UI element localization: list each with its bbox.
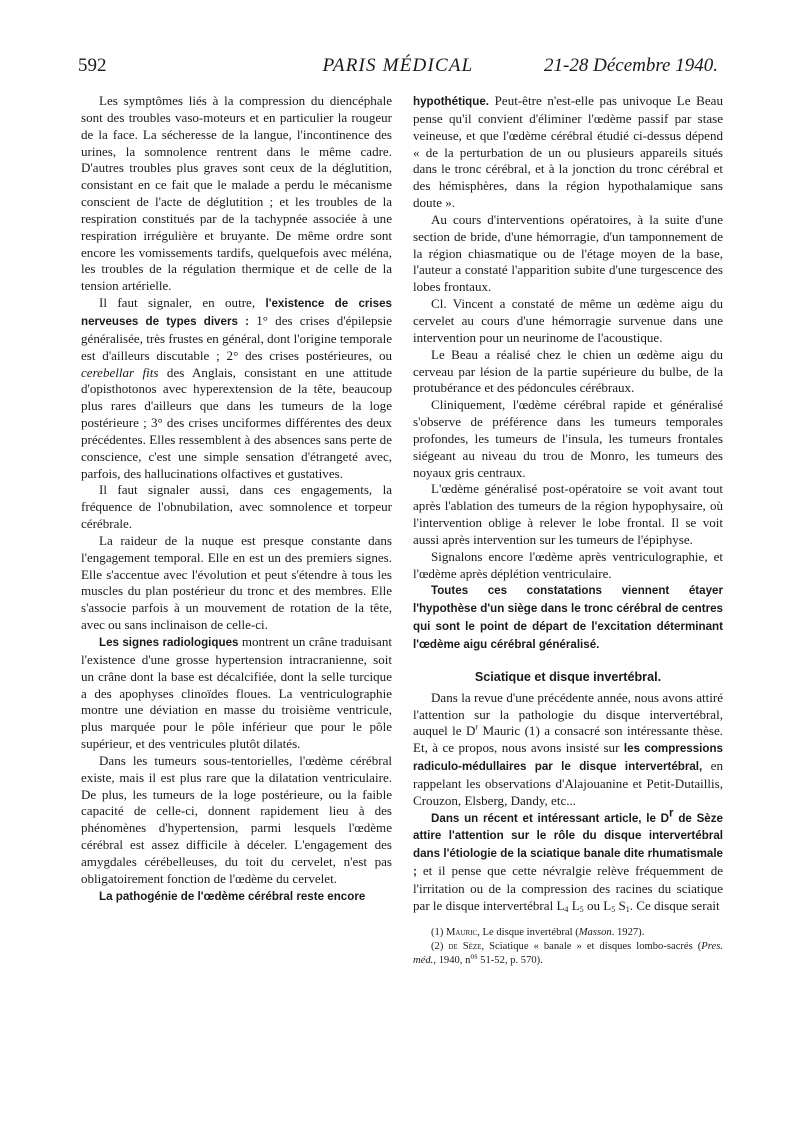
footnote: (1) Mauric, Le disque invertébral (Masson. 1927). — [431, 926, 645, 938]
paragraph: Cliniquement, l'œdème cérébral rapide et généralisé s'observe de préférence dans les tumeurs temporales profondes, les tumeurs de l'insula, les tumeurs frontales siégeant au niveau du trou de Monro, les tumeurs des noyaux gris centraux. — [413, 397, 723, 480]
footnotes — [413, 926, 723, 968]
bold-phrase: La pathogénie de l'œdème cérébral reste encore — [99, 889, 366, 903]
running-header — [78, 55, 718, 85]
paragraph: Il faut signaler aussi, dans ces engagements, la fréquence de l'obnubilation, avec somnolence et torpeur cérébrale. — [81, 482, 392, 532]
paragraph: Les symptômes liés à la compression du diencéphale sont des troubles vaso-moteurs et en particulier la rougeur de la face. La sécheresse de la langue, l'incontinence des urines, la somnolence rentrent dans le même cadre. D'autres troubles plus graves sont ceux de la déglutition, consistant en ce fait que le malade a perdu le mécanisme conscient de l'acte de déglutition ; et les troubles de la respiration constitués par de la tachypnée associée à une respiration irrégulière et bruyante. De même ordre sont encore les vomissements tardifs, quelquefois avec méléna, les troubles de la régulation thermique et de celle de la tension artérielle. — [81, 93, 392, 294]
footnote: (2) de Sèze, Sciatique « banale » et disques lombo-sacrés (Pres. méd., 1940, $n^{os}$ 51-52, p. 570). — [413, 940, 723, 966]
paragraph: Les signes radiologiques montrent un crâne traduisant l'existence d'une grosse hypertension intracranienne, soit un crâne dont la base est décalcifiée, dont la selle turcique a des apophyses clinoïdes floues. La ventriculographie montre une déviation en masse du troisième ventricule, plus marquée pour le pôle inférieur que pour le pôle supérieur, et des ventricules plutôt dilatés. — [81, 634, 392, 752]
bold-phrase: les compressions radiculo-médullaires par le disque intervertébral, — [413, 742, 723, 774]
bold-phrase: l'existence de crises nerveuses de types divers : — [81, 297, 392, 328]
journal-title: PARIS MÉDICAL — [322, 55, 474, 76]
issue-date: 21-28 Décembre 1940. — [544, 55, 718, 76]
right-column — [413, 93, 723, 968]
paragraph: L'œdème généralisé post-opératoire se voit avant tout après l'ablation des tumeurs de la région hypophysaire, où l'intervention oblige à relever le lobe frontal. Il se voit aussi après intervention sur les tumeurs de l'épiphyse. — [413, 481, 723, 547]
section-heading: Sciatique et disque invertébral. — [474, 669, 662, 684]
paragraph: Au cours d'interventions opératoires, à la suite d'une section de bride, d'une hémorragie, d'un tamponnement de la région chiasmatique ou de l'étage moyen de la base, l'auteur a constaté l'apparition subite d'une turgescence des lobes frontaux. — [413, 211, 723, 295]
paragraph: Il faut signaler, en outre, l'existence de crises nerveuses de types divers : 1° des crises d'épilepsie généralisée, très frustes en général, dont l'origine temporale est d'ailleurs discutable ; 2° des crises postérieures, ou cerebellar fits des Anglais, consistant en une attitude d'opisthotonos avec hyperextension de la tête, beaucoup plus rares d'ailleurs que dans les tumeurs de la loge postérieure ; 3° des crises unciformes différentes des deux précédentes. Elles ressemblent à des absences sans perte de conscience, c'est une simple sensation d'étrangeté avec, parfois, des hallucinations olfactives et gustatives. — [81, 295, 392, 481]
paragraph: Dans les tumeurs sous-tentorielles, l'œdème cérébral existe, mais il est plus rare que la dilatation ventriculaire. De plus, les tumeurs de la loge postérieure, ou la faible capacité de celle-ci, donnent rapidement lieu à des phénomènes d'hypertension, parmi lesquels l'œdème cérébral est assez difficile à déceler. L'engagement des amygdales cérébelleuses, du toit du cervelet, n'est pas obligatoirement fonction de l'œdème du cervelet. — [81, 752, 392, 886]
paragraph — [413, 582, 723, 653]
bold-phrase: Dans un récent et intéressant article, le D — [431, 811, 670, 825]
left-column — [81, 93, 392, 906]
paragraph: Dans un récent et intéressant article, le $D^r$ de Sèze attire l'attention sur le rôle du disque intervertébral dans l'étiologie de la sciatique banale dite rhumatismale ; et il pense que cette névralgie relève fréquemment de l'irritation ou de la compression des racines du sciatique par le disque intervertébral $L_4$ $L_5$ ou $L_5$ $S_1$. Ce disque serait — [413, 806, 724, 914]
paragraph: Cl. Vincent a constaté de même un œdème aigu du cervelet au cours d'une hémorragie survenue dans une intervention pour un neurinome de l'acoustique. — [413, 296, 723, 345]
paragraph: La raideur de la nuque est presque constante dans l'engagement temporal. Elle en est un des premiers signes. Elle s'accentue avec l'évolution et peut s'étendre à tous les muscles du plan postérieur du tronc et des membres. Elle s'associe parfois à un mouvement de rotation de la tête, avec ou sans inclinaison de celle-ci. — [81, 532, 392, 633]
page-number: 592 — [78, 55, 107, 76]
paragraph: Dans la revue d'une précédente année, nous avons attiré l'attention sur la pathologie du disque intervertébral, auquel le $D^r$ Mauric (1) a consacré son intéressante thèse. Et, à ce propos, nous avons insisté sur les compressions radiculo-médullaires par le disque intervertébral, en rappelant les observations d'Alajouanine et Petit-Dutaillis, Crouzon, Elsberg, Dandy, etc... — [413, 689, 723, 808]
paragraph: hypothétique. Peut-être n'est-elle pas univoque Le Beau pense qu'il convient d'éliminer l'œdème passif par stase veineuse, et que l'œdème cérébral étudié ci-dessus dépend « de la perturbation de un ou plusieurs appareils situés dans le tronc cérébral, et à la jonction du tronc cérébral et des hémisphères, dans la région hypothalamique sans doute ». — [413, 93, 723, 211]
italic-term: cerebellar fits — [81, 364, 159, 380]
paragraph: Le Beau a réalisé chez le chien un œdème aigu du cerveau par lésion de la partie supérieure du bulbe, de la protubérance et des pédoncules cérébraux. — [413, 346, 723, 396]
bold-phrase: Les signes radiologiques — [99, 636, 239, 649]
bold-phrase: Toutes ces constatations viennent étayer l'hypothèse d'un siège dans le tronc cérébral de centres qui sont le point de départ de l'excitation déterminant l'œdème aigu cérébral généralisé. — [413, 584, 723, 651]
paragraph — [81, 888, 392, 906]
bold-phrase: de Sèze attire l'attention sur le rôle du disque intervertébral dans l'étiologie de la sciatique banale dite rhumatismale ; — [413, 811, 723, 879]
paragraph: Signalons encore l'œdème après ventriculographie, et l'œdème après déplétion ventriculaire. — [413, 548, 723, 581]
bold-phrase: hypothétique. — [413, 95, 489, 108]
